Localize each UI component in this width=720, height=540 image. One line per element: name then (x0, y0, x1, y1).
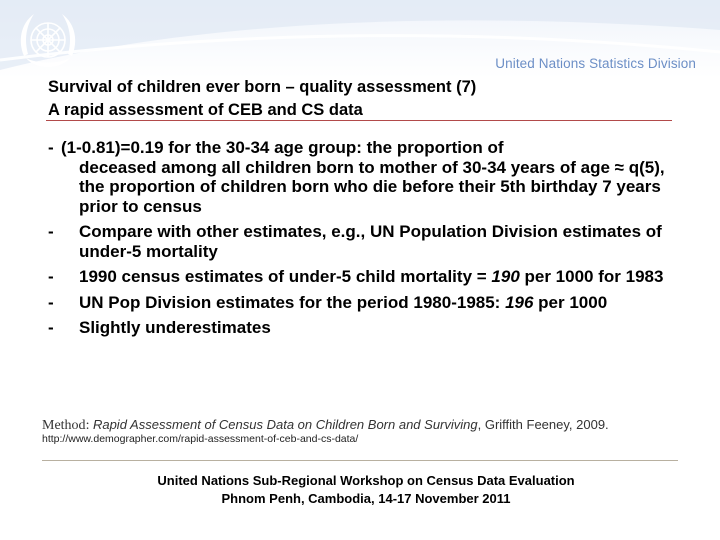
un-emblem-icon (12, 6, 84, 78)
bullet-text-end: per 1000 for 1983 (519, 267, 664, 286)
reference-url[interactable]: http://www.demographer.com/rapid-assessment-of-ceb-and-cs-data/ (42, 433, 359, 445)
bullet-text-end: per 1000 (533, 292, 608, 312)
bullet-item (48, 138, 688, 216)
method-label: Method (42, 418, 86, 433)
bullet-mark: - (48, 267, 54, 286)
bullet-item (48, 318, 688, 338)
bullet-item (48, 267, 688, 287)
bullet-emphasis: 190 (491, 267, 520, 286)
bullet-text: 1990 census estimates of under-5 child mortality = (79, 267, 492, 286)
bullet-item (48, 293, 688, 313)
footer (0, 472, 720, 508)
slide-title-line1: Survival of children ever born – quality assessment (7) (48, 78, 477, 96)
bullet-list (48, 138, 688, 344)
slide-title (48, 76, 688, 122)
org-name: United Nations Statistics Division (495, 56, 696, 71)
bullet-text: Compare with other estimates, e.g., UN Population Division estimates of under-5 mortality (79, 222, 662, 261)
bullet-mark: - (48, 318, 54, 337)
method-author: , Griffith Feeney, 2009. (477, 417, 609, 432)
bullet-emphasis: 196 (505, 292, 534, 312)
bullet-text: Slightly underestimates (79, 318, 271, 337)
bullet-mark: - (48, 292, 54, 312)
bullet-mark: - (48, 138, 54, 157)
bullet-item (48, 222, 688, 261)
slide-title-line2: A rapid assessment of CEB and CS data (48, 101, 363, 119)
title-divider (46, 120, 672, 121)
bullet-text: (1-0.81)=0.19 for the 30-34 age group: the proportion of (61, 138, 504, 157)
bullet-mark: - (48, 222, 54, 241)
footer-divider (42, 460, 678, 461)
bullet-text-continued: deceased among all children born to mother of 30-34 years of age ≈ q(5), the proportion of children born who die before their 5th birthday 7 years prior to census (79, 157, 665, 216)
method-reference: Method: Rapid Assessment of Census Data on Children Born and Surviving, Griffith Feeney, 2009. (42, 417, 609, 433)
footer-line1: United Nations Sub-Regional Workshop on Census Data Evaluation (157, 473, 575, 488)
bullet-text: UN Pop Division estimates for the period 1980-1985: (79, 292, 506, 312)
footer-line2: Phnom Penh, Cambodia, 14-17 November 2011 (221, 491, 511, 506)
method-title: Rapid Assessment of Census Data on Children Born and Surviving (92, 417, 478, 432)
